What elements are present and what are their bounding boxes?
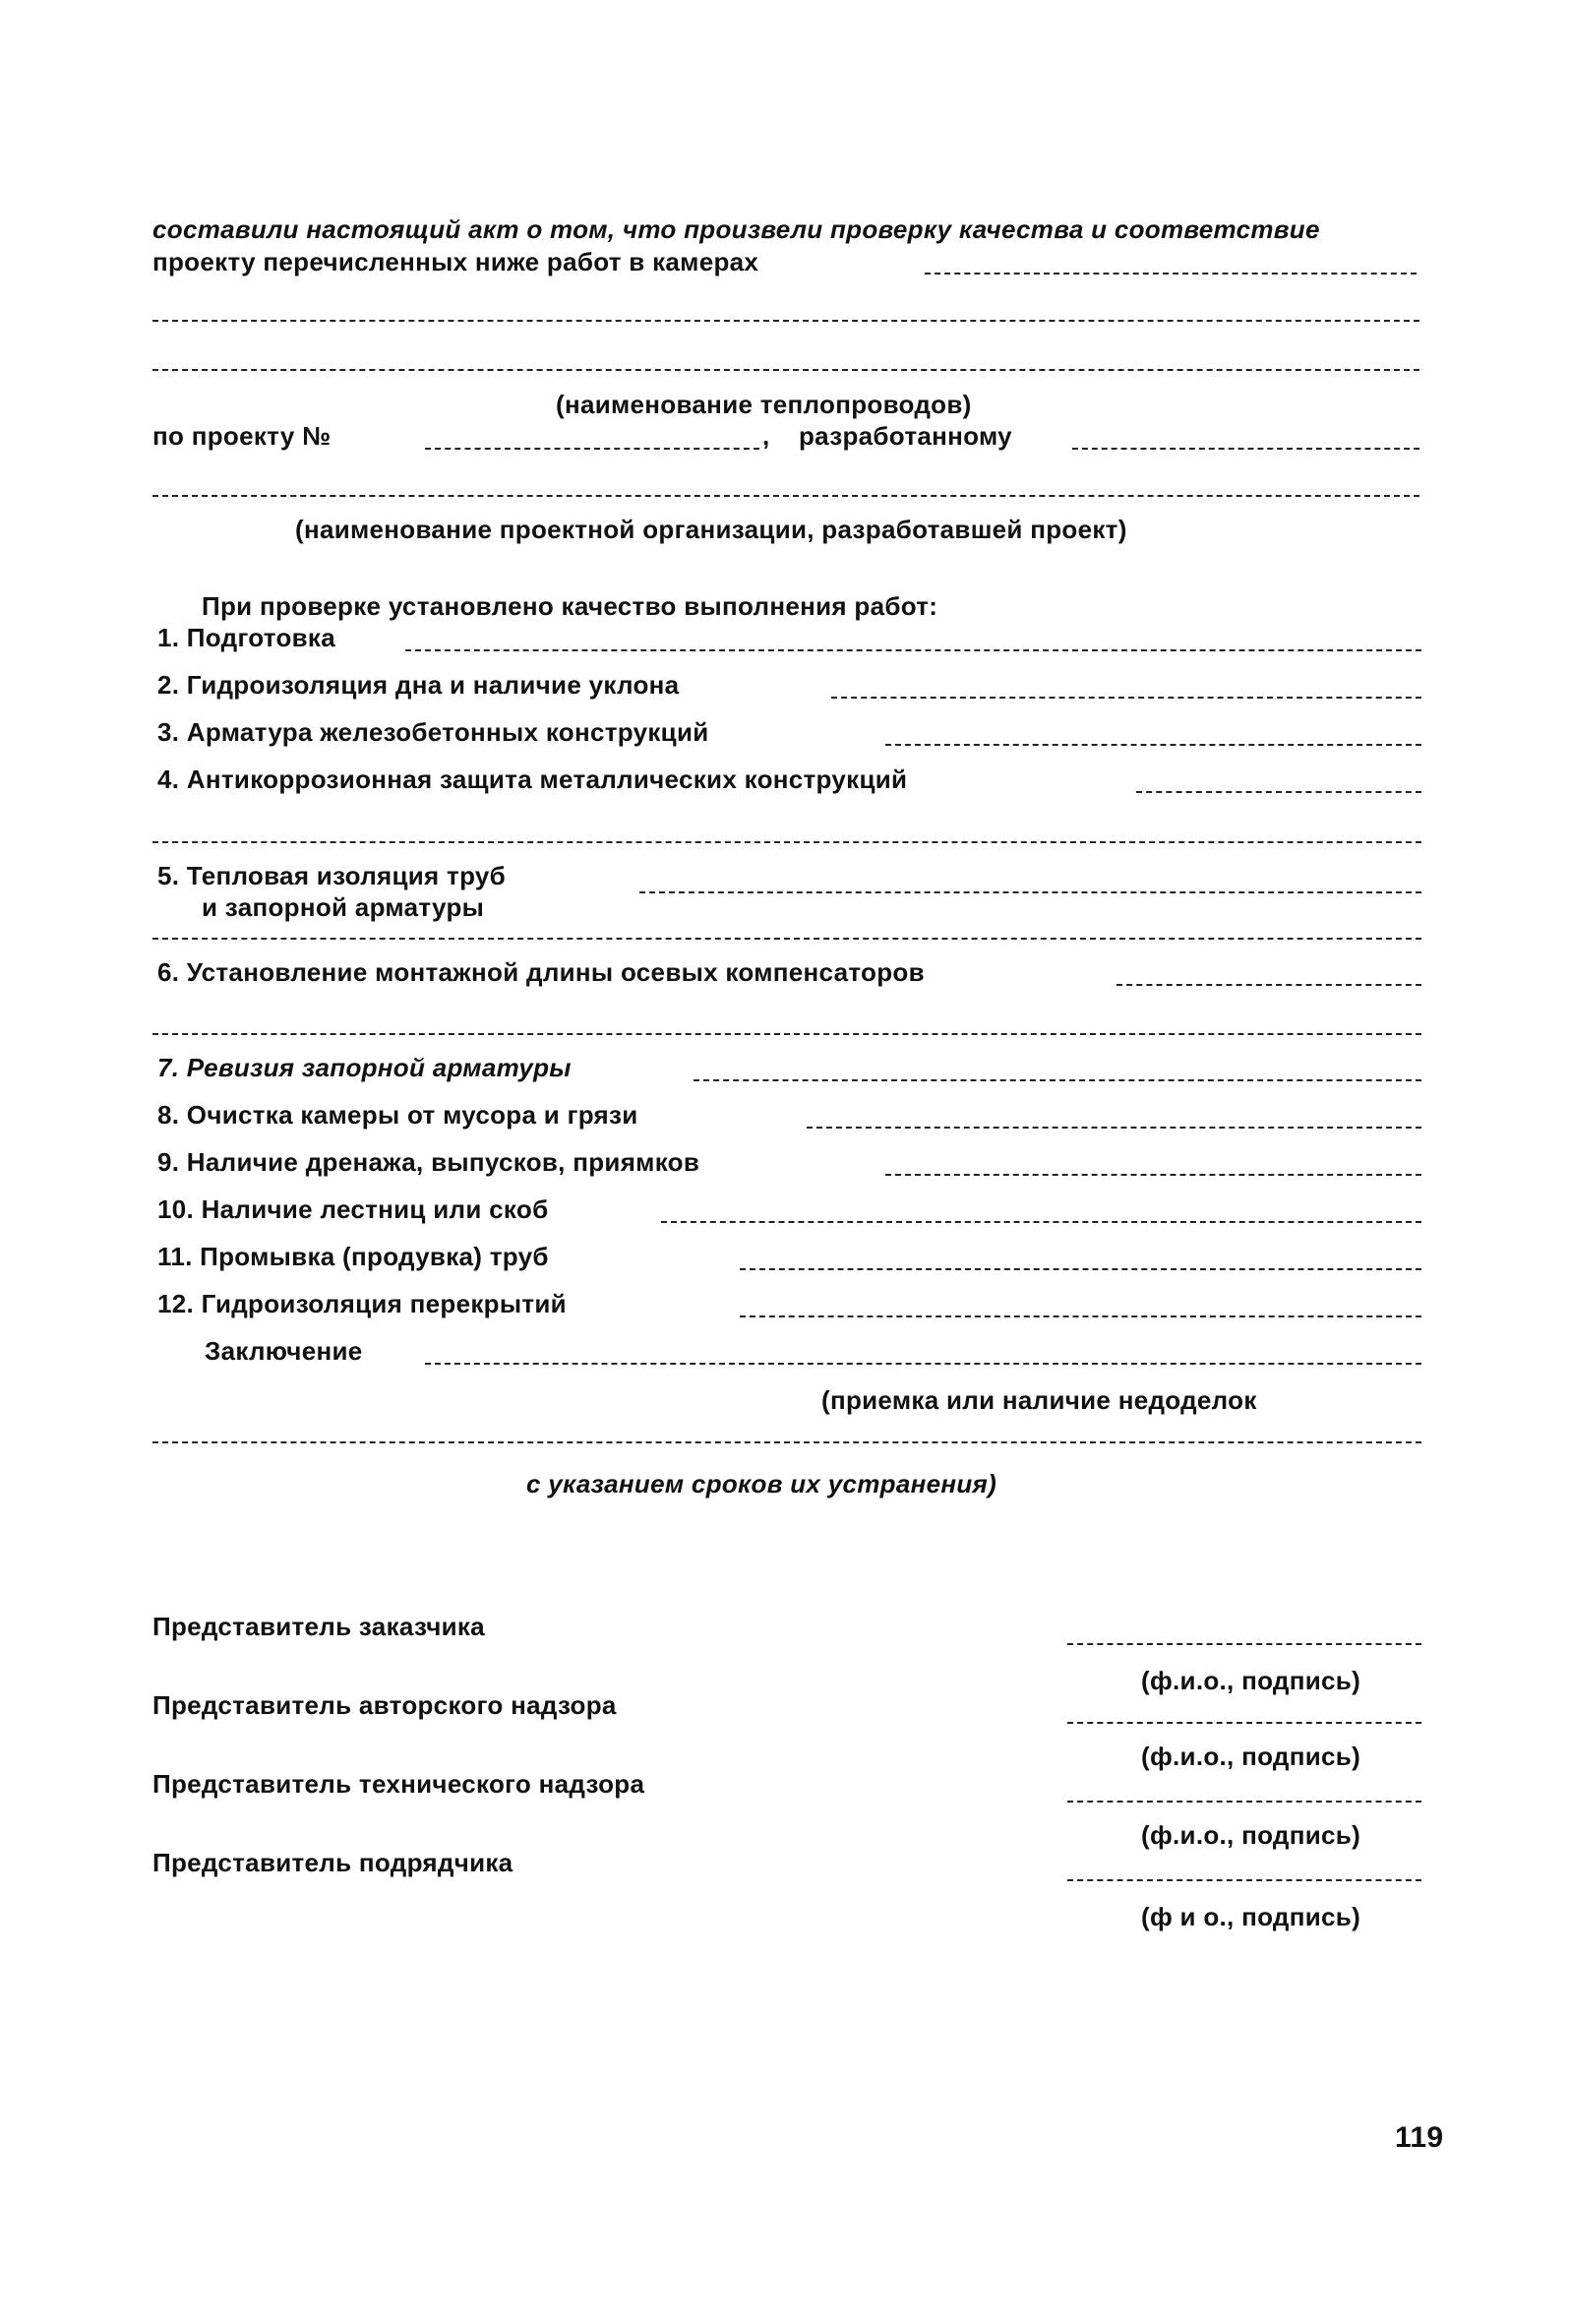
check-item-5-field-2[interactable] bbox=[152, 938, 1421, 940]
intro-line-2: проекту перечисленных ниже работ в камерах bbox=[152, 247, 759, 276]
check-item-1-field[interactable] bbox=[405, 649, 1421, 651]
check-item-3-field[interactable] bbox=[885, 744, 1421, 746]
signature-role-technical: Представитель технического надзора bbox=[152, 1769, 645, 1799]
check-item-4-field-2[interactable] bbox=[152, 841, 1421, 843]
check-heading: При проверке установлено качество выполнения работ: bbox=[202, 591, 938, 621]
caption-project-org: (наименование проектной организации, разработавшей проект) bbox=[295, 515, 1127, 544]
chambers-field-3[interactable] bbox=[152, 369, 1419, 371]
check-item-10-field[interactable] bbox=[661, 1221, 1421, 1223]
check-item-5-cont: и запорной арматуры bbox=[202, 892, 485, 922]
project-prefix: по проекту № bbox=[152, 421, 332, 451]
check-item-2: 2. Гидроизоляция дна и наличие уклона bbox=[157, 670, 680, 700]
check-item-10: 10. Наличие лестниц или скоб bbox=[157, 1194, 549, 1224]
chambers-field-2[interactable] bbox=[152, 320, 1419, 322]
check-item-1: 1. Подготовка bbox=[157, 623, 335, 652]
check-item-6: 6. Установление монтажной длины осевых компенсаторов bbox=[157, 957, 925, 987]
check-item-12-field[interactable] bbox=[740, 1315, 1421, 1317]
check-item-4-field[interactable] bbox=[1136, 791, 1421, 793]
check-item-8: 8. Очистка камеры от мусора и грязи bbox=[157, 1100, 638, 1130]
signature-field-contractor[interactable] bbox=[1067, 1879, 1421, 1881]
chambers-field[interactable] bbox=[925, 273, 1417, 275]
check-item-9: 9. Наличие дренажа, выпусков, приямков bbox=[157, 1147, 700, 1177]
check-item-4: 4. Антикоррозионная защита металлических конструкций bbox=[157, 764, 908, 794]
conclusion-label: Заключение bbox=[205, 1336, 363, 1366]
signature-role-contractor: Представитель подрядчика bbox=[152, 1848, 513, 1877]
signature-field-technical[interactable] bbox=[1067, 1801, 1421, 1803]
check-item-5: 5. Тепловая изоляция труб bbox=[157, 861, 507, 890]
intro-line-1: составили настоящий акт о том, что произвели проверку качества и соответствие bbox=[152, 214, 1320, 244]
check-item-12: 12. Гидроизоляция перекрытий bbox=[157, 1289, 567, 1318]
check-item-6-field-2[interactable] bbox=[152, 1033, 1421, 1035]
caption-deadlines: с указанием сроков их устранения) bbox=[526, 1469, 997, 1498]
conclusion-field-2[interactable] bbox=[152, 1441, 1421, 1443]
signature-caption-author: (ф.и.о., подпись) bbox=[1141, 1742, 1361, 1771]
developer-field[interactable] bbox=[1072, 448, 1419, 450]
signature-caption-contractor: (ф и о., подпись) bbox=[1141, 1902, 1361, 1931]
conclusion-field[interactable] bbox=[425, 1363, 1421, 1365]
signature-field-author[interactable] bbox=[1067, 1722, 1421, 1724]
caption-pipelines: (наименование теплопроводов) bbox=[556, 390, 972, 419]
check-item-7: 7. Ревизия запорной арматуры bbox=[157, 1053, 572, 1082]
check-item-9-field[interactable] bbox=[885, 1174, 1421, 1176]
signature-caption-customer: (ф.и.о., подпись) bbox=[1141, 1666, 1361, 1695]
signature-role-author: Представитель авторского надзора bbox=[152, 1690, 617, 1720]
page-number: 119 bbox=[1395, 2121, 1444, 2154]
check-item-8-field[interactable] bbox=[807, 1127, 1421, 1129]
caption-acceptance: (приемка или наличие недоделок bbox=[821, 1385, 1257, 1415]
check-item-11: 11. Промывка (продувка) труб bbox=[157, 1242, 549, 1271]
project-developed: разработанному bbox=[799, 421, 1012, 451]
signature-caption-technical: (ф.и.о., подпись) bbox=[1141, 1820, 1361, 1850]
project-number-field[interactable] bbox=[425, 448, 759, 450]
check-item-3: 3. Арматура железобетонных конструкций bbox=[157, 717, 709, 747]
signature-field-customer[interactable] bbox=[1067, 1643, 1421, 1645]
project-org-field[interactable] bbox=[152, 495, 1419, 497]
check-item-5-field[interactable] bbox=[639, 891, 1421, 893]
project-comma: , bbox=[762, 421, 770, 451]
check-item-6-field[interactable] bbox=[1116, 984, 1421, 986]
signature-role-customer: Представитель заказчика bbox=[152, 1612, 485, 1641]
check-item-2-field[interactable] bbox=[831, 697, 1421, 699]
check-item-7-field[interactable] bbox=[694, 1079, 1421, 1081]
check-item-11-field[interactable] bbox=[740, 1268, 1421, 1270]
